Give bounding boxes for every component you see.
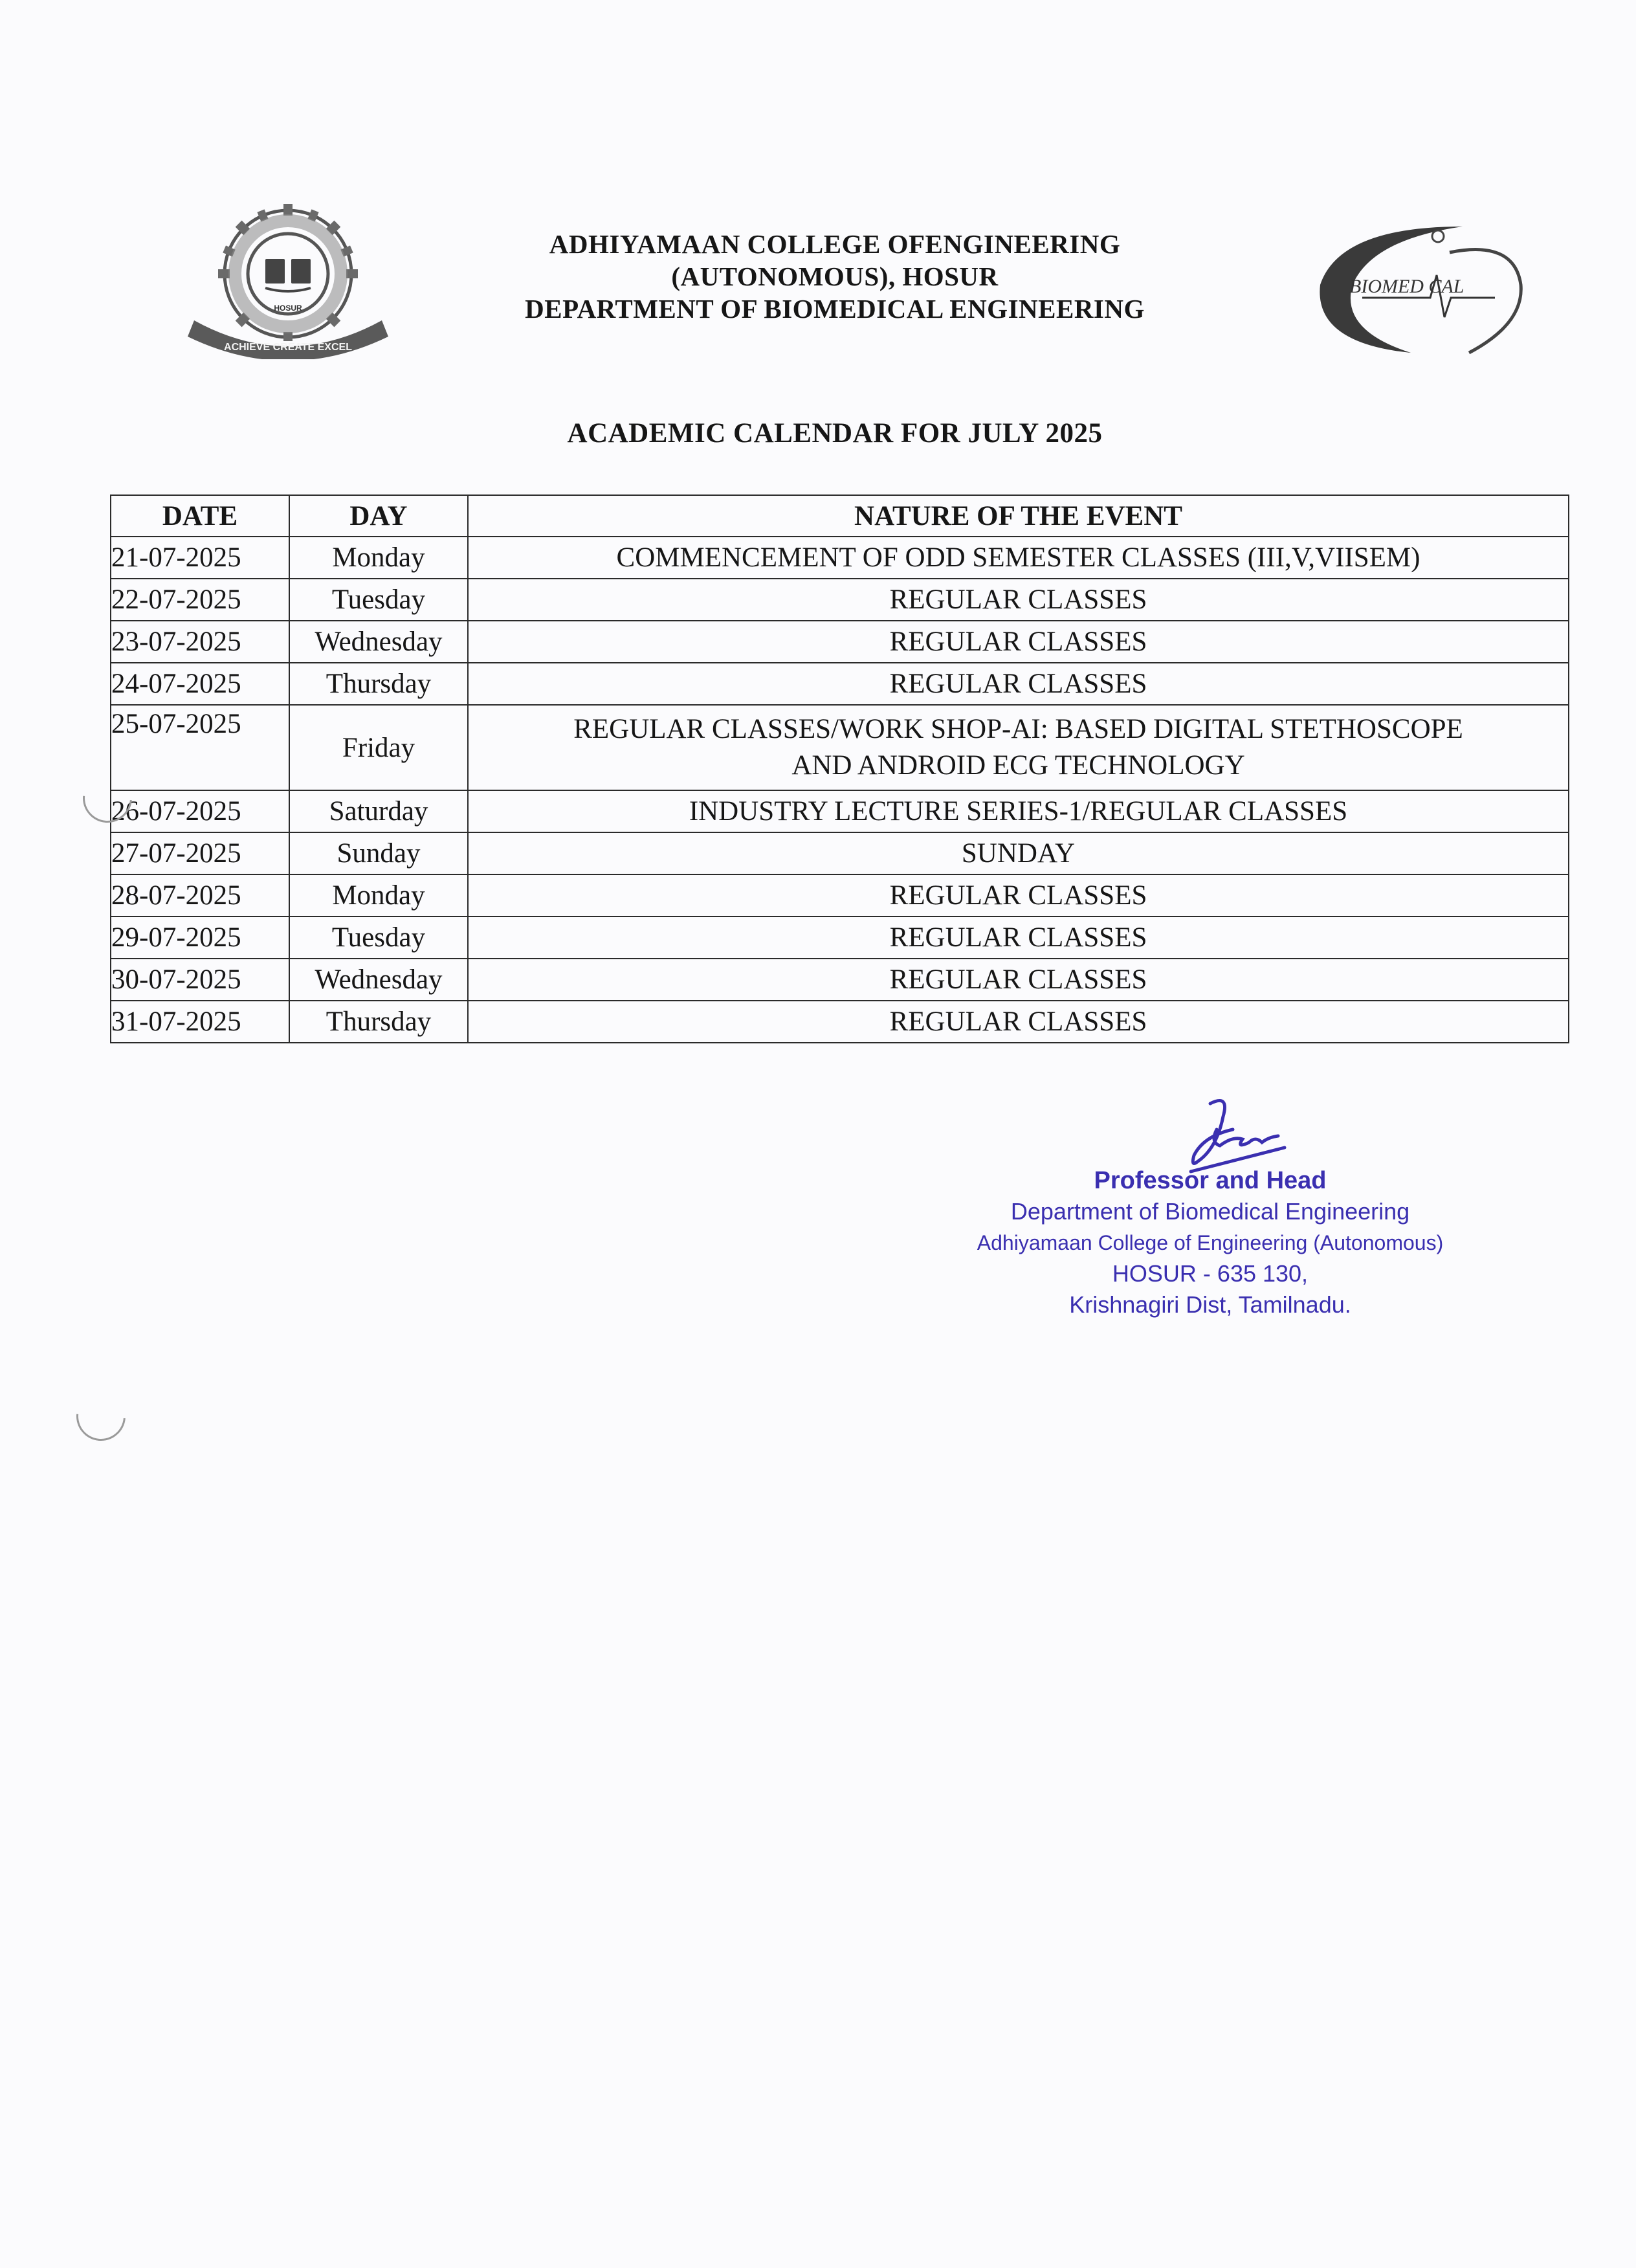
row-event (468, 705, 1569, 790)
header-date: DATE (111, 495, 289, 537)
table-row (111, 579, 1569, 621)
row-day: Tuesday (289, 917, 468, 959)
row-event: REGULAR CLASSES (468, 959, 1569, 1001)
row-day: Wednesday (289, 959, 468, 1001)
row-day: Friday (289, 705, 468, 790)
table-row (111, 663, 1569, 705)
row-date: 27-07-2025 (111, 832, 289, 874)
stamp-college: Adhiyamaan College of Engineering (Autonomous) (977, 1231, 1444, 1254)
header-event: NATURE OF THE EVENT (468, 495, 1569, 537)
stamp-title: Professor and Head (1094, 1167, 1327, 1194)
department-stamp (958, 1165, 1463, 1320)
table-row (111, 959, 1569, 1001)
table-row (111, 705, 1569, 790)
handwritten-signature-icon (1171, 1091, 1294, 1175)
row-day: Tuesday (289, 579, 468, 621)
row-date: 23-07-2025 (111, 621, 289, 663)
table-row (111, 537, 1569, 579)
row-day: Thursday (289, 663, 468, 705)
college-gear-crest-icon (175, 197, 401, 359)
department-name: DEPARTMENT OF BIOMEDICAL ENGINEERING (525, 294, 1145, 324)
biomedical-ecg-logo-icon (1301, 214, 1540, 362)
row-day: Saturday (289, 790, 468, 832)
stamp-district: Krishnagiri Dist, Tamilnadu. (1069, 1291, 1351, 1318)
row-date: 29-07-2025 (111, 917, 289, 959)
college-motto: ACHIEVE CREATE EXCEL (224, 342, 352, 353)
row-event: REGULAR CLASSES (468, 917, 1569, 959)
row-day: Monday (289, 874, 468, 917)
college-place: HOSUR (274, 304, 302, 313)
row-day: Wednesday (289, 621, 468, 663)
row-date: 30-07-2025 (111, 959, 289, 1001)
row-date: 25-07-2025 (111, 705, 289, 790)
dept-logo-text: BIOMED CAL (1349, 276, 1465, 297)
table-row (111, 790, 1569, 832)
table-row (111, 1001, 1569, 1043)
row-event: REGULAR CLASSES (468, 621, 1569, 663)
stamp-city: HOSUR - 635 130, (1112, 1260, 1309, 1287)
row-day: Monday (289, 537, 468, 579)
table-header-row (111, 495, 1569, 537)
row-date: 26-07-2025 (111, 790, 289, 832)
row-date: 24-07-2025 (111, 663, 289, 705)
row-event-line2: AND ANDROID ECG TECHNOLOGY (791, 750, 1245, 781)
table-row (111, 917, 1569, 959)
table-row (111, 874, 1569, 917)
row-event: COMMENCEMENT OF ODD SEMESTER CLASSES (III,V,VIISEM) (468, 537, 1569, 579)
row-day: Sunday (289, 832, 468, 874)
table-row (111, 832, 1569, 874)
row-event: REGULAR CLASSES (468, 874, 1569, 917)
institution-header (414, 228, 1255, 325)
row-event-line1: REGULAR CLASSES/WORK SHOP-AI: BASED DIGITAL STETHOSCOPE (573, 714, 1463, 744)
row-event: REGULAR CLASSES (468, 579, 1569, 621)
college-name: ADHIYAMAAN COLLEGE OFENGINEERING (549, 229, 1121, 259)
row-date: 28-07-2025 (111, 874, 289, 917)
row-day: Thursday (289, 1001, 468, 1043)
stamp-department: Department of Biomedical Engineering (1010, 1198, 1410, 1225)
row-date: 31-07-2025 (111, 1001, 289, 1043)
college-location: (AUTONOMOUS), HOSUR (671, 261, 999, 291)
row-date: 21-07-2025 (111, 537, 289, 579)
academic-calendar-table (110, 495, 1569, 1043)
header-day: DAY (289, 495, 468, 537)
row-event: REGULAR CLASSES (468, 1001, 1569, 1043)
row-event: INDUSTRY LECTURE SERIES-1/REGULAR CLASSES (468, 790, 1569, 832)
calendar-title: ACADEMIC CALENDAR FOR JULY 2025 (567, 418, 1103, 449)
table-row (111, 621, 1569, 663)
row-event: REGULAR CLASSES (468, 663, 1569, 705)
row-date: 22-07-2025 (111, 579, 289, 621)
row-event: SUNDAY (468, 832, 1569, 874)
punch-hole-mark (66, 1381, 135, 1451)
